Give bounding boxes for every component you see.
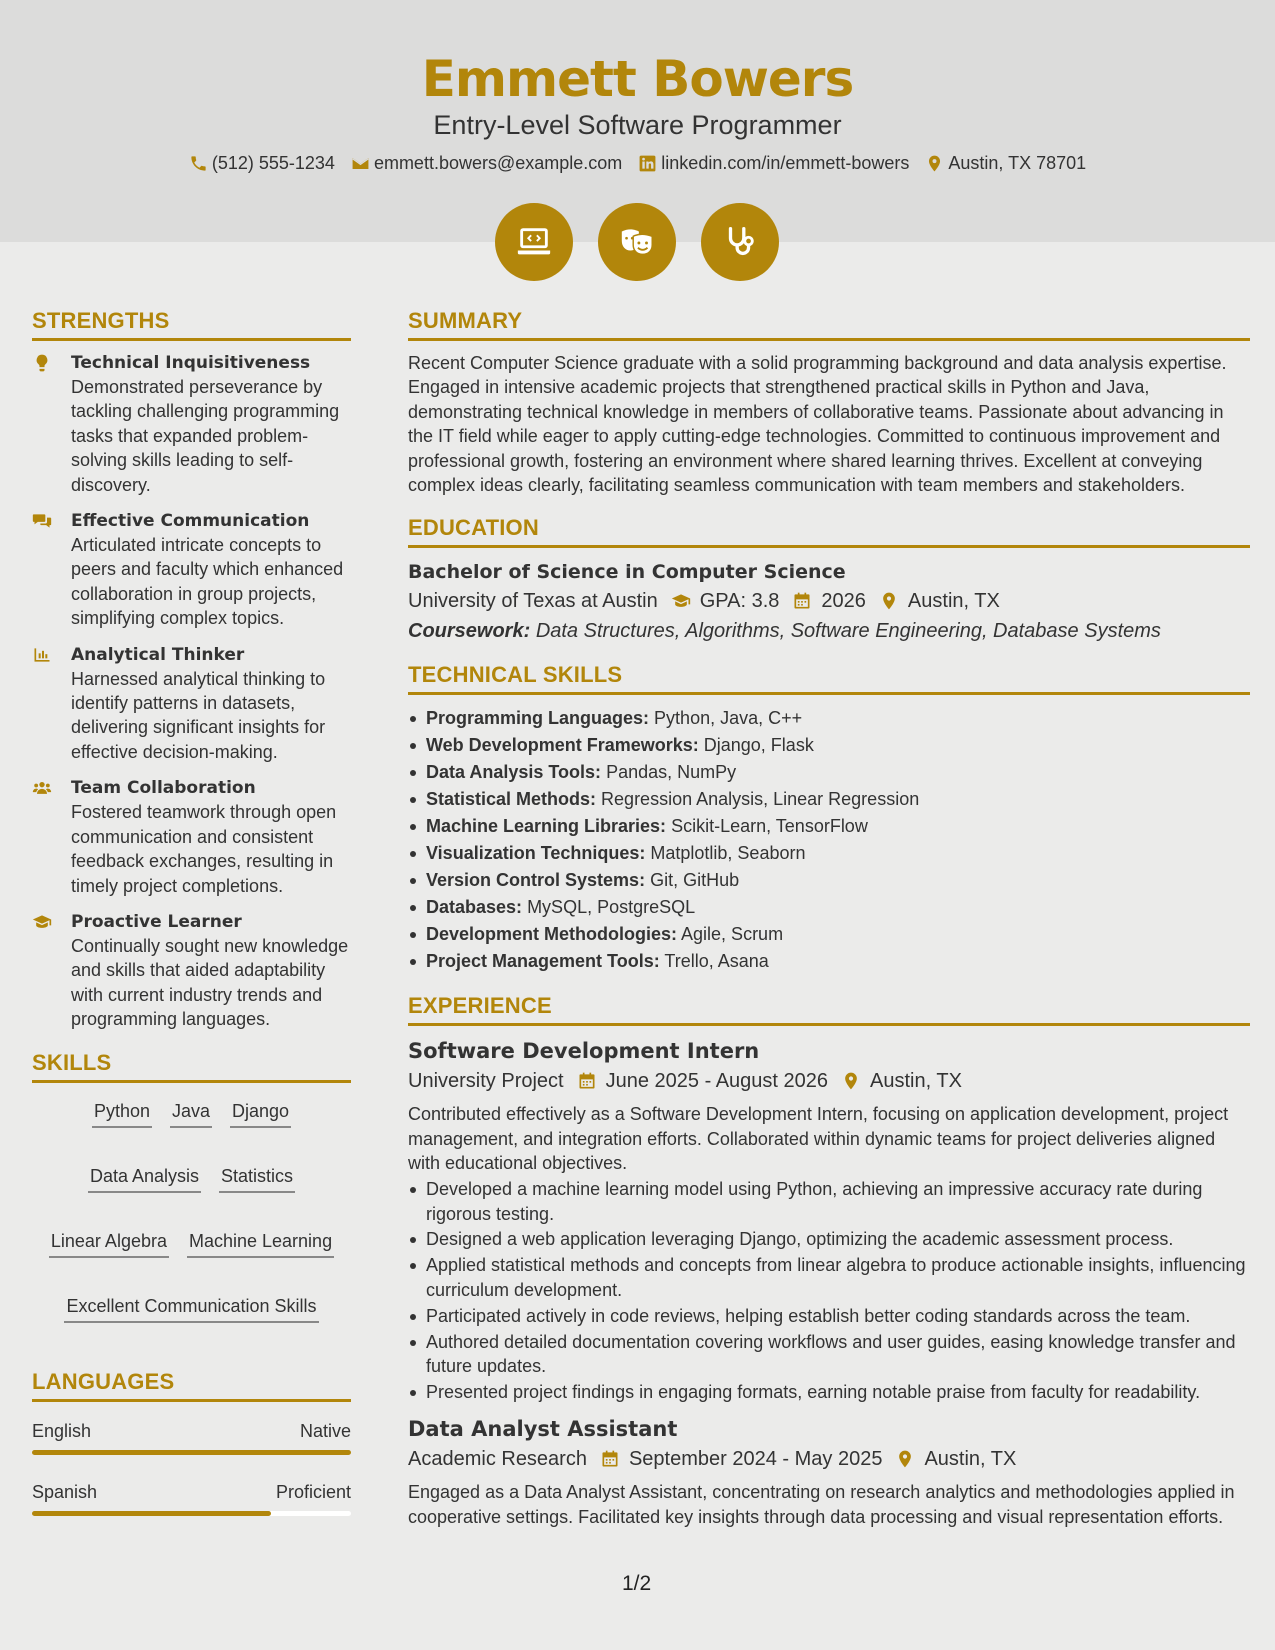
- section-title-strengths: STRENGTHS: [32, 308, 351, 341]
- section-title-education: EDUCATION: [408, 515, 1250, 548]
- strength-item: [32, 643, 351, 765]
- map-pin-icon: [841, 1071, 861, 1091]
- strength-title: Technical Inquisitiveness: [71, 353, 311, 373]
- job-entry-title: Software Development Intern: [408, 1039, 760, 1064]
- strength-item: [32, 776, 351, 898]
- job-meta: [408, 1066, 1250, 1096]
- badge-masks: [598, 203, 676, 281]
- language-level: Proficient: [275, 1481, 351, 1502]
- strength-desc: Articulated intricate concepts to peers and faculty which enhanced collaboration in group projects, simplifying complex topics.: [71, 535, 344, 629]
- graduation-cap-icon: [32, 912, 52, 932]
- right-column: [408, 308, 1250, 1529]
- strength-desc: Continually sought new knowledge and skills that aided adaptability with current industry trends and programming languages.: [71, 935, 349, 1030]
- list-item: Developed a machine learning model using Python, achieving an impressive accuracy rate during rigorous testing.: [408, 1177, 1250, 1226]
- job-org: University Project: [408, 1070, 564, 1093]
- calendar-icon: [600, 1449, 620, 1469]
- list-item: Project Management Tools: Trello, Asana: [408, 948, 1250, 975]
- language-item: [32, 1412, 351, 1455]
- summary-text: Recent Computer Science graduate with a solid programming background and data analysis expertise. Engaged in intensive academic projects that strengthened practical skills in Python and Java, demonstrating technical knowledge in members of collaborative teams. Passionate about advancing in the IT field while eager to apply cutting-edge technologies. Committed to continuous improvement and professional growth, fostering an environment where shared learning thrives. Excellent at conveying complex ideas clearly, facilitating seamless communication with team members and stakeholders.: [408, 353, 1227, 496]
- skill-chip: Excellent Communication Skills: [64, 1294, 318, 1323]
- education-year: 2026: [821, 590, 866, 613]
- comments-icon: [32, 511, 52, 531]
- education-coursework: [408, 616, 1250, 646]
- linkedin-icon: [638, 154, 657, 173]
- map-pin-icon: [879, 591, 899, 611]
- skill-chip: Django: [230, 1099, 291, 1128]
- job-location: Austin, TX: [870, 1070, 962, 1093]
- list-item: Version Control Systems: Git, GitHub: [408, 867, 1250, 894]
- language-name: Spanish: [32, 1481, 98, 1502]
- job-entry: [408, 1414, 1250, 1529]
- calendar-icon: [792, 591, 812, 611]
- section-title-languages: LANGUAGES: [32, 1369, 351, 1402]
- users-icon: [32, 778, 52, 798]
- badge-laptop: [495, 203, 573, 281]
- list-item: Web Development Frameworks: Django, Flask: [408, 732, 1250, 759]
- stethoscope-icon: [721, 223, 759, 261]
- strength-item: [32, 351, 351, 497]
- language-level: Native: [299, 1420, 351, 1441]
- job-desc: Engaged as a Data Analyst Assistant, concentrating on research analytics and methodologies applied in cooperative settings. Facilitated key insights through data processing and visual representation efforts.: [408, 1482, 1235, 1527]
- lightbulb-icon: [32, 353, 52, 373]
- job-org: Academic Research: [408, 1448, 587, 1471]
- language-item: [32, 1473, 351, 1516]
- map-pin-icon: [895, 1449, 915, 1469]
- strength-item: [32, 910, 351, 1032]
- contact-linkedin-text: linkedin.com/in/emmett-bowers: [661, 153, 910, 173]
- job-location: Austin, TX: [924, 1448, 1017, 1471]
- section-title-skills: SKILLS: [32, 1050, 351, 1083]
- list-item: Authored detailed documentation covering workflows and user guides, easing knowledge transfer and future updates.: [408, 1330, 1250, 1379]
- strength-title: Team Collaboration: [71, 778, 256, 799]
- laptop-code-icon: [515, 223, 553, 261]
- skills-chips: [32, 1093, 351, 1323]
- envelope-icon: [351, 154, 370, 173]
- contact-phone[interactable]: [189, 153, 335, 174]
- coursework-label: Coursework:: [408, 620, 531, 643]
- job-dates: September 2024 - May 2025: [628, 1448, 883, 1471]
- calendar-icon: [577, 1071, 597, 1091]
- graduation-cap-icon: [671, 591, 691, 611]
- section-title-summary: SUMMARY: [408, 308, 1250, 341]
- section-title-technical-skills: TECHNICAL SKILLS: [408, 662, 1250, 695]
- list-item: Programming Languages: Python, Java, C++: [408, 705, 1250, 732]
- contact-email[interactable]: [351, 153, 622, 174]
- candidate-name: Emmett Bowers: [421, 50, 854, 108]
- strength-title: Proactive Learner: [71, 911, 242, 932]
- strength-item: [32, 509, 351, 631]
- language-name: English: [32, 1420, 92, 1441]
- education-location: Austin, TX: [907, 590, 1000, 613]
- list-item: Statistical Methods: Regression Analysis, Linear Regression: [408, 786, 1250, 813]
- list-item: Designed a web application leveraging Django, optimizing the academic assessment process.: [408, 1227, 1250, 1251]
- education-degree: Bachelor of Science in Computer Science: [408, 561, 846, 584]
- list-item: Databases: MySQL, PostgreSQL: [408, 894, 1250, 921]
- contact-location-text: Austin, TX 78701: [948, 153, 1087, 173]
- strength-desc: Demonstrated perseverance by tackling challenging programming tasks that expanded problem-solving skills leading to self-discovery.: [71, 377, 340, 495]
- technical-skills-list: [408, 705, 1250, 975]
- language-bar-fill: [32, 1450, 351, 1455]
- skill-chip: Machine Learning: [187, 1229, 334, 1258]
- contact-location: [925, 153, 1086, 174]
- section-title-experience: EXPERIENCE: [408, 993, 1250, 1026]
- job-entry-title: Data Analyst Assistant: [408, 1417, 678, 1442]
- theater-masks-icon: [618, 223, 656, 261]
- language-bar: [32, 1511, 351, 1516]
- strength-desc: Harnessed analytical thinking to identify patterns in datasets, delivering significant insights for effective decision-making.: [71, 668, 326, 762]
- strength-title: Analytical Thinker: [71, 644, 245, 665]
- map-pin-icon: [925, 154, 944, 173]
- list-item: Presented project findings in engaging formats, earning notable praise from faculty for readability.: [408, 1380, 1250, 1404]
- job-entry: [408, 1036, 1250, 1404]
- strength-title: Effective Communication: [71, 511, 310, 532]
- coursework-list: Data Structures, Algorithms, Software Engineering, Database Systems: [535, 620, 1161, 643]
- job-desc: Contributed effectively as a Software Development Intern, focusing on application development, project management, and integration efforts. Collaborated within dynamic teams for project deliveries aligned with educational objectives.: [408, 1104, 1229, 1174]
- job-meta: [408, 1444, 1250, 1474]
- contact-email-text: emmett.bowers@example.com: [373, 153, 623, 173]
- list-item: Visualization Techniques: Matplotlib, Seaborn: [408, 840, 1250, 867]
- page-number: 1/2: [622, 1572, 652, 1595]
- list-item: Participated actively in code reviews, helping establish better coding standards across the team.: [408, 1304, 1250, 1328]
- contact-bar: [0, 153, 1275, 174]
- education-gpa: GPA: 3.8: [699, 590, 780, 613]
- list-item: Machine Learning Libraries: Scikit-Learn, TensorFlow: [408, 813, 1250, 840]
- skill-chip: Statistics: [219, 1164, 295, 1193]
- badge-stethoscope: [701, 203, 779, 281]
- chart-bar-icon: [32, 645, 52, 665]
- education-school: University of Texas at Austin: [408, 590, 658, 613]
- badge-row: [495, 203, 779, 281]
- left-column: [32, 308, 351, 1534]
- contact-linkedin[interactable]: [638, 153, 909, 174]
- strength-desc: Fostered teamwork through open communication and consistent feedback exchanges, resulting in timely project completions.: [71, 802, 337, 896]
- phone-icon: [189, 154, 208, 173]
- job-bullets: [408, 1177, 1250, 1404]
- skill-chip: Linear Algebra: [49, 1229, 169, 1258]
- language-bar-fill: [32, 1511, 271, 1516]
- skill-chip: Python: [92, 1099, 152, 1128]
- list-item: Data Analysis Tools: Pandas, NumPy: [408, 759, 1250, 786]
- job-title: Entry-Level Software Programmer: [433, 110, 842, 140]
- job-dates: June 2025 - August 2026: [605, 1070, 829, 1093]
- education-meta: [408, 586, 1250, 616]
- language-bar: [32, 1450, 351, 1455]
- skill-chip: Java: [170, 1099, 212, 1128]
- list-item: Development Methodologies: Agile, Scrum: [408, 921, 1250, 948]
- contact-phone-text: (512) 555-1234: [211, 153, 335, 173]
- skill-chip: Data Analysis: [88, 1164, 201, 1193]
- list-item: Applied statistical methods and concepts from linear algebra to produce actionable insights, influencing curriculum development.: [408, 1253, 1250, 1302]
